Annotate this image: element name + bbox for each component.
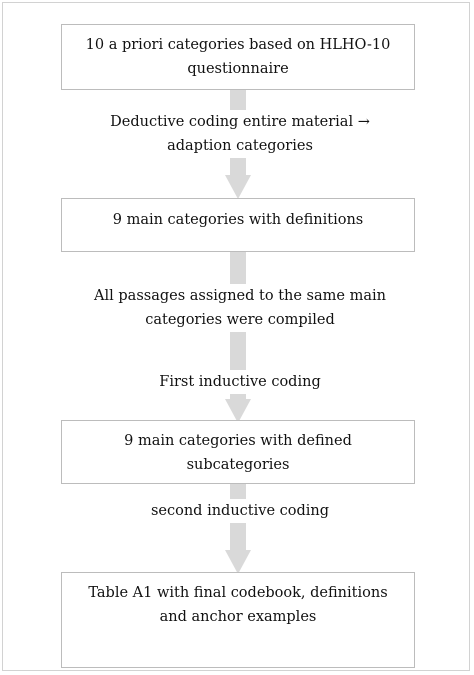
flow-box-final-codebook [61,572,415,668]
arrow-3-head [225,550,251,574]
flow-box-apriori-categories [61,24,415,90]
step-label-deductive-coding-text: Deductive coding entire material → adaption categories [90,110,390,158]
flow-box-main-categories-definitions-text: 9 main categories with definitions [112,212,364,228]
flow-box-main-categories-subcategories-text: 9 main categories with defined subcategories [124,433,352,473]
step-label-second-inductive-coding-text: second inductive coding [151,499,329,523]
step-label-first-inductive-coding [43,370,437,394]
step-label-passages-compiled-text: All passages assigned to the same main categories were compiled [90,284,390,332]
arrow-1-head [225,175,251,199]
step-label-deductive-coding [43,110,437,158]
flow-box-main-categories-definitions [61,198,415,252]
step-label-first-inductive-coding-text: First inductive coding [159,370,320,394]
step-label-passages-compiled [43,284,437,332]
flow-box-apriori-categories-text: 10 a priori categories based on HLHO-10 questionnaire [85,37,391,77]
diagram-frame [2,2,470,671]
flow-box-final-codebook-text: Table A1 with final codebook, definitions and anchor examples [88,585,388,625]
flow-box-main-categories-subcategories [61,420,415,484]
step-label-second-inductive-coding [43,499,437,523]
